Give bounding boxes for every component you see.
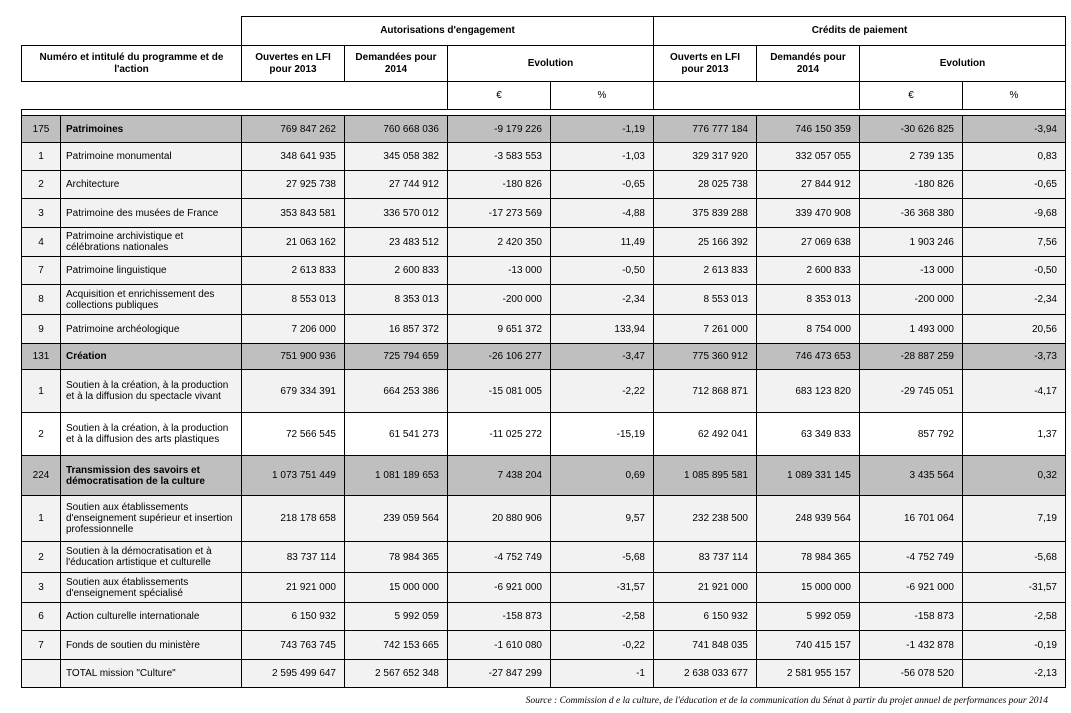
row-label: Patrimoine linguistique xyxy=(61,257,242,285)
header-ae-evolution: Evolution xyxy=(448,46,654,82)
cp-2013-value: 232 238 500 xyxy=(654,496,757,542)
ae-evolution-percent: -0,22 xyxy=(551,631,654,660)
ae-2014-value: 2 567 652 348 xyxy=(345,660,448,688)
row-number: 4 xyxy=(22,228,61,257)
cp-evolution-euro: -30 626 825 xyxy=(860,116,963,143)
ae-2013-value: 83 737 114 xyxy=(242,542,345,573)
table-row xyxy=(22,370,1066,413)
cp-2013-value: 62 492 041 xyxy=(654,413,757,456)
ae-2014-value: 1 081 189 653 xyxy=(345,456,448,496)
ae-evolution-euro: -4 752 749 xyxy=(448,542,551,573)
cp-evolution-euro: -29 745 051 xyxy=(860,370,963,413)
cp-evolution-percent: -31,57 xyxy=(963,573,1066,603)
row-number: 1 xyxy=(22,143,61,171)
cp-2014-value: 8 353 013 xyxy=(757,285,860,315)
table-row xyxy=(22,257,1066,285)
ae-2013-value: 218 178 658 xyxy=(242,496,345,542)
cp-evolution-euro: 857 792 xyxy=(860,413,963,456)
ae-evolution-euro: -11 025 272 xyxy=(448,413,551,456)
table-row xyxy=(22,315,1066,344)
ae-evolution-euro: -17 273 569 xyxy=(448,199,551,228)
table-row xyxy=(22,573,1066,603)
row-label: Soutien à la création, à la production et à la diffusion du spectacle vivant xyxy=(61,370,242,413)
cp-2014-value: 2 581 955 157 xyxy=(757,660,860,688)
ae-2014-value: 8 353 013 xyxy=(345,285,448,315)
ae-evolution-euro: -13 000 xyxy=(448,257,551,285)
cp-2014-value: 27 844 912 xyxy=(757,171,860,199)
ae-2014-value: 61 541 273 xyxy=(345,413,448,456)
ae-evolution-percent: -1 xyxy=(551,660,654,688)
ae-evolution-percent: -1,19 xyxy=(551,116,654,143)
ae-2013-value: 21 921 000 xyxy=(242,573,345,603)
budget-table-container xyxy=(21,16,1066,688)
ae-evolution-euro: -1 610 080 xyxy=(448,631,551,660)
cp-2013-value: 775 360 912 xyxy=(654,344,757,370)
ae-evolution-euro: 9 651 372 xyxy=(448,315,551,344)
ae-2013-value: 679 334 391 xyxy=(242,370,345,413)
ae-evolution-euro: -27 847 299 xyxy=(448,660,551,688)
cp-evolution-percent: -0,19 xyxy=(963,631,1066,660)
ae-2013-value: 8 553 013 xyxy=(242,285,345,315)
row-label: Patrimoine des musées de France xyxy=(61,199,242,228)
ae-2013-value: 2 595 499 647 xyxy=(242,660,345,688)
cp-evolution-percent: 0,83 xyxy=(963,143,1066,171)
ae-evolution-percent: 133,94 xyxy=(551,315,654,344)
cp-evolution-percent: 7,19 xyxy=(963,496,1066,542)
ae-evolution-percent: -1,03 xyxy=(551,143,654,171)
row-number: 7 xyxy=(22,631,61,660)
cp-2014-value: 5 992 059 xyxy=(757,603,860,631)
cp-evolution-euro: -6 921 000 xyxy=(860,573,963,603)
row-label: Soutien aux établissements d'enseignement supérieur et insertion professionnelle xyxy=(61,496,242,542)
header-cp-demandes-2014: Demandés pour 2014 xyxy=(757,46,860,82)
ae-2013-value: 1 073 751 449 xyxy=(242,456,345,496)
cp-2013-value: 83 737 114 xyxy=(654,542,757,573)
cp-evolution-percent: -5,68 xyxy=(963,542,1066,573)
table-row xyxy=(22,228,1066,257)
ae-2014-value: 742 153 665 xyxy=(345,631,448,660)
cp-2014-value: 332 057 055 xyxy=(757,143,860,171)
cp-2014-value: 683 123 820 xyxy=(757,370,860,413)
row-number: 3 xyxy=(22,199,61,228)
cp-evolution-euro: 16 701 064 xyxy=(860,496,963,542)
cp-2013-value: 7 261 000 xyxy=(654,315,757,344)
row-label: TOTAL mission "Culture" xyxy=(61,660,242,688)
cp-2013-value: 1 085 895 581 xyxy=(654,456,757,496)
header-cp-percent: % xyxy=(963,82,1066,110)
ae-2013-value: 7 206 000 xyxy=(242,315,345,344)
cp-evolution-percent: -3,94 xyxy=(963,116,1066,143)
cp-2014-value: 27 069 638 xyxy=(757,228,860,257)
ae-evolution-percent: 11,49 xyxy=(551,228,654,257)
header-ae-percent: % xyxy=(551,82,654,110)
row-label: Action culturelle internationale xyxy=(61,603,242,631)
cp-evolution-euro: -36 368 380 xyxy=(860,199,963,228)
header-ae-group: Autorisations d'engagement xyxy=(242,17,654,46)
budget-table xyxy=(21,16,1066,688)
cp-evolution-euro: -180 826 xyxy=(860,171,963,199)
cp-2013-value: 6 150 932 xyxy=(654,603,757,631)
ae-evolution-percent: -0,50 xyxy=(551,257,654,285)
cp-evolution-percent: -2,34 xyxy=(963,285,1066,315)
table-body xyxy=(22,116,1066,688)
cp-2014-value: 8 754 000 xyxy=(757,315,860,344)
ae-evolution-percent: 9,57 xyxy=(551,496,654,542)
row-label: Patrimoines xyxy=(61,116,242,143)
ae-evolution-euro: 7 438 204 xyxy=(448,456,551,496)
ae-evolution-percent: -5,68 xyxy=(551,542,654,573)
cp-2013-value: 2 613 833 xyxy=(654,257,757,285)
row-label: Patrimoine monumental xyxy=(61,143,242,171)
header-cp-ouverts-2013: Ouverts en LFI pour 2013 xyxy=(654,46,757,82)
ae-evolution-euro: -26 106 277 xyxy=(448,344,551,370)
row-label: Patrimoine archivistique et célébrations nationales xyxy=(61,228,242,257)
ae-evolution-euro: -158 873 xyxy=(448,603,551,631)
row-label: Soutien à la démocratisation et à l'éducation artistique et culturelle xyxy=(61,542,242,573)
cp-evolution-euro: 1 903 246 xyxy=(860,228,963,257)
cp-2013-value: 28 025 738 xyxy=(654,171,757,199)
row-number: 2 xyxy=(22,171,61,199)
ae-2013-value: 21 063 162 xyxy=(242,228,345,257)
cp-2014-value: 15 000 000 xyxy=(757,573,860,603)
cp-evolution-percent: -0,50 xyxy=(963,257,1066,285)
cp-2014-value: 339 470 908 xyxy=(757,199,860,228)
cp-evolution-euro: -56 078 520 xyxy=(860,660,963,688)
header-cp-evolution: Evolution xyxy=(860,46,1066,82)
table-row xyxy=(22,171,1066,199)
cp-2013-value: 776 777 184 xyxy=(654,116,757,143)
ae-2013-value: 2 613 833 xyxy=(242,257,345,285)
row-number: 2 xyxy=(22,413,61,456)
cp-evolution-percent: -3,73 xyxy=(963,344,1066,370)
table-row xyxy=(22,413,1066,456)
ae-evolution-euro: -9 179 226 xyxy=(448,116,551,143)
ae-evolution-euro: -3 583 553 xyxy=(448,143,551,171)
cp-evolution-euro: 3 435 564 xyxy=(860,456,963,496)
table-row xyxy=(22,143,1066,171)
table-row xyxy=(22,199,1066,228)
cp-evolution-euro: -200 000 xyxy=(860,285,963,315)
ae-2014-value: 78 984 365 xyxy=(345,542,448,573)
ae-evolution-percent: -3,47 xyxy=(551,344,654,370)
program-row xyxy=(22,456,1066,496)
ae-evolution-percent: -2,22 xyxy=(551,370,654,413)
table-row xyxy=(22,496,1066,542)
ae-2013-value: 348 641 935 xyxy=(242,143,345,171)
cp-2014-value: 63 349 833 xyxy=(757,413,860,456)
program-row xyxy=(22,116,1066,143)
cp-2014-value: 740 415 157 xyxy=(757,631,860,660)
cp-evolution-euro: 2 739 135 xyxy=(860,143,963,171)
ae-2014-value: 336 570 012 xyxy=(345,199,448,228)
row-label: Soutien aux établissements d'enseignement spécialisé xyxy=(61,573,242,603)
table-row xyxy=(22,660,1066,688)
cp-2013-value: 8 553 013 xyxy=(654,285,757,315)
blank-subheader-middle xyxy=(654,82,860,110)
ae-2013-value: 743 763 745 xyxy=(242,631,345,660)
cp-2014-value: 746 473 653 xyxy=(757,344,860,370)
row-number: 8 xyxy=(22,285,61,315)
source-note: Source : Commission d e la culture, de l'éducation et de la communication du Sénat à partir du projet annuel de performances pour 2014 xyxy=(525,696,1048,706)
ae-2013-value: 353 843 581 xyxy=(242,199,345,228)
row-number: 3 xyxy=(22,573,61,603)
ae-evolution-euro: 20 880 906 xyxy=(448,496,551,542)
row-label: Transmission des savoirs et démocratisation de la culture xyxy=(61,456,242,496)
cp-evolution-percent: -0,65 xyxy=(963,171,1066,199)
ae-2014-value: 664 253 386 xyxy=(345,370,448,413)
row-number: 6 xyxy=(22,603,61,631)
blank-corner xyxy=(22,17,242,46)
table-row xyxy=(22,285,1066,315)
ae-evolution-euro: -15 081 005 xyxy=(448,370,551,413)
cp-2014-value: 746 150 359 xyxy=(757,116,860,143)
row-number: 175 xyxy=(22,116,61,143)
ae-evolution-percent: 0,69 xyxy=(551,456,654,496)
cp-2014-value: 1 089 331 145 xyxy=(757,456,860,496)
ae-2014-value: 725 794 659 xyxy=(345,344,448,370)
ae-evolution-euro: -6 921 000 xyxy=(448,573,551,603)
header-program-column: Numéro et intitulé du programme et de l'action xyxy=(22,46,242,82)
ae-2013-value: 27 925 738 xyxy=(242,171,345,199)
cp-evolution-percent: 20,56 xyxy=(963,315,1066,344)
cp-2013-value: 375 839 288 xyxy=(654,199,757,228)
row-label: Acquisition et enrichissement des collections publiques xyxy=(61,285,242,315)
ae-2014-value: 16 857 372 xyxy=(345,315,448,344)
table-row xyxy=(22,631,1066,660)
row-number: 2 xyxy=(22,542,61,573)
ae-2013-value: 72 566 545 xyxy=(242,413,345,456)
cp-2013-value: 21 921 000 xyxy=(654,573,757,603)
cp-evolution-euro: -4 752 749 xyxy=(860,542,963,573)
header-cp-group: Crédits de paiement xyxy=(654,17,1066,46)
cp-evolution-euro: -158 873 xyxy=(860,603,963,631)
row-number: 7 xyxy=(22,257,61,285)
ae-evolution-percent: -2,34 xyxy=(551,285,654,315)
row-label: Soutien à la création, à la production et à la diffusion des arts plastiques xyxy=(61,413,242,456)
header-cp-euro: € xyxy=(860,82,963,110)
ae-evolution-percent: -2,58 xyxy=(551,603,654,631)
row-number: 1 xyxy=(22,496,61,542)
row-number: 224 xyxy=(22,456,61,496)
header-ae-ouvertes-2013: Ouvertes en LFI pour 2013 xyxy=(242,46,345,82)
ae-2014-value: 2 600 833 xyxy=(345,257,448,285)
ae-2013-value: 769 847 262 xyxy=(242,116,345,143)
ae-2014-value: 27 744 912 xyxy=(345,171,448,199)
cp-evolution-percent: 0,32 xyxy=(963,456,1066,496)
cp-evolution-percent: -2,58 xyxy=(963,603,1066,631)
ae-2014-value: 760 668 036 xyxy=(345,116,448,143)
table-row xyxy=(22,542,1066,573)
cp-2013-value: 25 166 392 xyxy=(654,228,757,257)
ae-evolution-percent: -15,19 xyxy=(551,413,654,456)
ae-2014-value: 239 059 564 xyxy=(345,496,448,542)
ae-evolution-euro: -180 826 xyxy=(448,171,551,199)
cp-2013-value: 712 868 871 xyxy=(654,370,757,413)
cp-evolution-euro: -13 000 xyxy=(860,257,963,285)
row-label: Fonds de soutien du ministère xyxy=(61,631,242,660)
row-number: 9 xyxy=(22,315,61,344)
row-label: Création xyxy=(61,344,242,370)
ae-2014-value: 15 000 000 xyxy=(345,573,448,603)
row-number xyxy=(22,660,61,688)
row-number: 131 xyxy=(22,344,61,370)
cp-2013-value: 2 638 033 677 xyxy=(654,660,757,688)
ae-2014-value: 345 058 382 xyxy=(345,143,448,171)
cp-2014-value: 248 939 564 xyxy=(757,496,860,542)
cp-evolution-percent: -9,68 xyxy=(963,199,1066,228)
ae-evolution-euro: 2 420 350 xyxy=(448,228,551,257)
cp-evolution-euro: 1 493 000 xyxy=(860,315,963,344)
cp-evolution-percent: 7,56 xyxy=(963,228,1066,257)
cp-2013-value: 741 848 035 xyxy=(654,631,757,660)
ae-2014-value: 23 483 512 xyxy=(345,228,448,257)
table-row xyxy=(22,603,1066,631)
ae-evolution-percent: -0,65 xyxy=(551,171,654,199)
row-label: Architecture xyxy=(61,171,242,199)
ae-evolution-percent: -31,57 xyxy=(551,573,654,603)
cp-evolution-euro: -28 887 259 xyxy=(860,344,963,370)
cp-2014-value: 78 984 365 xyxy=(757,542,860,573)
cp-2014-value: 2 600 833 xyxy=(757,257,860,285)
ae-2014-value: 5 992 059 xyxy=(345,603,448,631)
ae-evolution-euro: -200 000 xyxy=(448,285,551,315)
blank-subheader-left xyxy=(22,82,448,110)
cp-evolution-percent: -2,13 xyxy=(963,660,1066,688)
program-row xyxy=(22,344,1066,370)
cp-evolution-euro: -1 432 878 xyxy=(860,631,963,660)
cp-2013-value: 329 317 920 xyxy=(654,143,757,171)
header-ae-euro: € xyxy=(448,82,551,110)
ae-2013-value: 751 900 936 xyxy=(242,344,345,370)
cp-evolution-percent: -4,17 xyxy=(963,370,1066,413)
ae-evolution-percent: -4,88 xyxy=(551,199,654,228)
row-number: 1 xyxy=(22,370,61,413)
header-ae-demandees-2014: Demandées pour 2014 xyxy=(345,46,448,82)
ae-2013-value: 6 150 932 xyxy=(242,603,345,631)
cp-evolution-percent: 1,37 xyxy=(963,413,1066,456)
row-label: Patrimoine archéologique xyxy=(61,315,242,344)
